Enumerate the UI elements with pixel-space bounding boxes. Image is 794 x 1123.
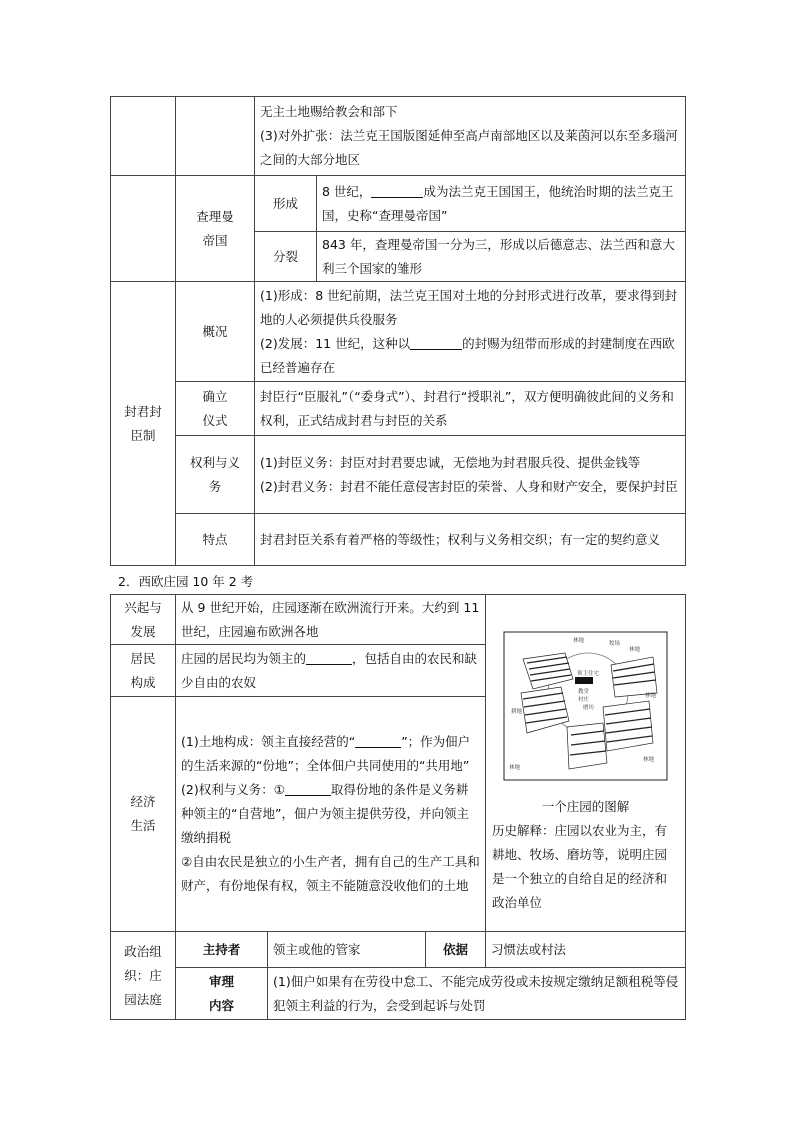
- empty-cell: [176, 97, 255, 176]
- economy-label: 经济生活: [111, 697, 176, 932]
- fill-blank: [371, 183, 423, 198]
- manor-map-cell: [486, 595, 686, 932]
- split-label: 分裂: [255, 232, 317, 282]
- rights-label: 权利与义务: [176, 436, 255, 514]
- svg-text:耕地: 耕地: [511, 709, 523, 715]
- manor-table: [110, 594, 686, 1020]
- feudal-label: 封君封臣制: [111, 282, 176, 566]
- trial-text: (1)佃户如果有在劳役中怠工、不能完成劳役或未按规定缴纳足额租税等侵犯领主利益的行为，会受到起诉与处罚: [268, 968, 686, 1020]
- resident-label: 居民构成: [111, 645, 176, 697]
- rise-label: 兴起与发展: [111, 595, 176, 645]
- basis-label: 依据: [426, 932, 486, 968]
- establish-text: 封臣行“臣服礼”（“委身式”）、封君行“授职礼”，双方便明确彼此间的义务和权利，正式结成封君与封臣的关系: [255, 382, 686, 436]
- manor-map: [503, 631, 668, 781]
- basis-value: 习惯法或村法: [486, 932, 686, 968]
- overview-development: (2)发展：11 世纪，这种以 的封赐为纽带而形成的封建制度在西欧已经普遍存在: [260, 335, 675, 375]
- formation-text: 8 世纪， 成为法兰克王国国王，他统治时期的法兰克王国，史称“查理曼帝国”: [317, 176, 686, 232]
- land-composition: (1)土地构成：领主直接经营的“ ”；作为佃户的生活来源的“份地”；全体佃户共同使用的“共用地”: [181, 734, 471, 773]
- fill-blank: [306, 650, 352, 665]
- host-label: 主持者: [176, 932, 268, 968]
- feudal-table: [110, 96, 686, 566]
- establish-label: 确立仪式: [176, 382, 255, 436]
- rise-text: 从 9 世纪开始，庄园逐渐在欧洲流行开来。大约到 11 世纪，庄园遍布欧洲各地: [176, 595, 486, 645]
- expansion-text: (3)对外扩张：法兰克王国版图延伸至高卢南部地区以及莱茵河以东至多瑙河之间的大部分地区: [260, 128, 678, 167]
- empty-cell: [111, 97, 176, 176]
- fill-blank: [410, 335, 462, 350]
- split-text: 843 年，查理曼帝国一分为三，形成以后德意志、法兰西和意大利三个国家的雏形: [317, 232, 686, 282]
- svg-text:牧场: 牧场: [609, 641, 621, 647]
- manor-house-block: [575, 677, 593, 684]
- vassal-duty: (1)封臣义务：封臣对封君要忠诚，无偿地为封君服兵役、提供金钱等: [260, 454, 641, 470]
- charlemagne-label: 查理曼帝国: [176, 176, 255, 282]
- svg-text:林地: 林地: [509, 765, 521, 771]
- economy-cell: [176, 697, 486, 932]
- empty-cell: [111, 176, 176, 282]
- host-value: 领主或他的管家: [268, 932, 426, 968]
- feature-label: 特点: [176, 514, 255, 566]
- politics-label: 政治组织：庄园法庭: [111, 932, 176, 1020]
- overview-label: 概况: [176, 282, 255, 382]
- fill-blank: [355, 733, 401, 748]
- fill-blank: [285, 781, 331, 796]
- svg-text:领主住宅: 领主住宅: [577, 671, 600, 677]
- formation-label: 形成: [255, 176, 317, 232]
- map-explanation: 历史解释：庄园以农业为主，有耕地、牧场、磨坊等，说明庄园是一个独立的自给自足的经济和政治单位: [492, 823, 668, 910]
- svg-text:林地: 林地: [645, 693, 657, 699]
- rights-cell: [255, 436, 686, 514]
- rights-duties: (2)权利与义务：① 取得份地的条件是义务耕种领主的“自营地”，佃户为领主提供劳役，并向领主缴纳捐税: [181, 782, 469, 845]
- section-title: 2．西欧庄园 10 年 2 考: [118, 574, 254, 589]
- map-caption: 一个庄园的图解: [541, 799, 630, 814]
- overview-formation: (1)形成：8 世纪前期，法兰克王国对土地的分封形式进行改革，要求得到封地的人必须提供兵役服务: [260, 287, 678, 327]
- trial-label: 审理内容: [176, 968, 268, 1020]
- resident-text: 庄园的居民均为领主的 ，包括自由的农民和缺少自由的农奴: [176, 645, 486, 697]
- svg-text:林地: 林地: [643, 757, 655, 763]
- svg-text:磨坊: 磨坊: [583, 705, 595, 711]
- svg-text:林地: 林地: [573, 638, 585, 644]
- free-peasant: ②自由农民是独立的小生产者，拥有自己的生产工具和财产，有份地保有权，领主不能随意没收他们的土地: [181, 854, 480, 893]
- svg-text:教堂: 教堂: [578, 689, 590, 695]
- feature-text: 封君封臣关系有着严格的等级性；权利与义务相交织；有一定的契约意义: [255, 514, 686, 566]
- expansion-cell: [255, 97, 686, 176]
- lord-duty: (2)封君义务：封君不能任意侵害封臣的荣誉、人身和财产安全，要保护封臣: [260, 478, 678, 494]
- svg-text:村庄: 村庄: [578, 697, 590, 703]
- svg-text:林地: 林地: [629, 647, 641, 653]
- continuation-text: 无主土地赐给教会和部下: [260, 104, 398, 119]
- overview-cell: [255, 282, 686, 382]
